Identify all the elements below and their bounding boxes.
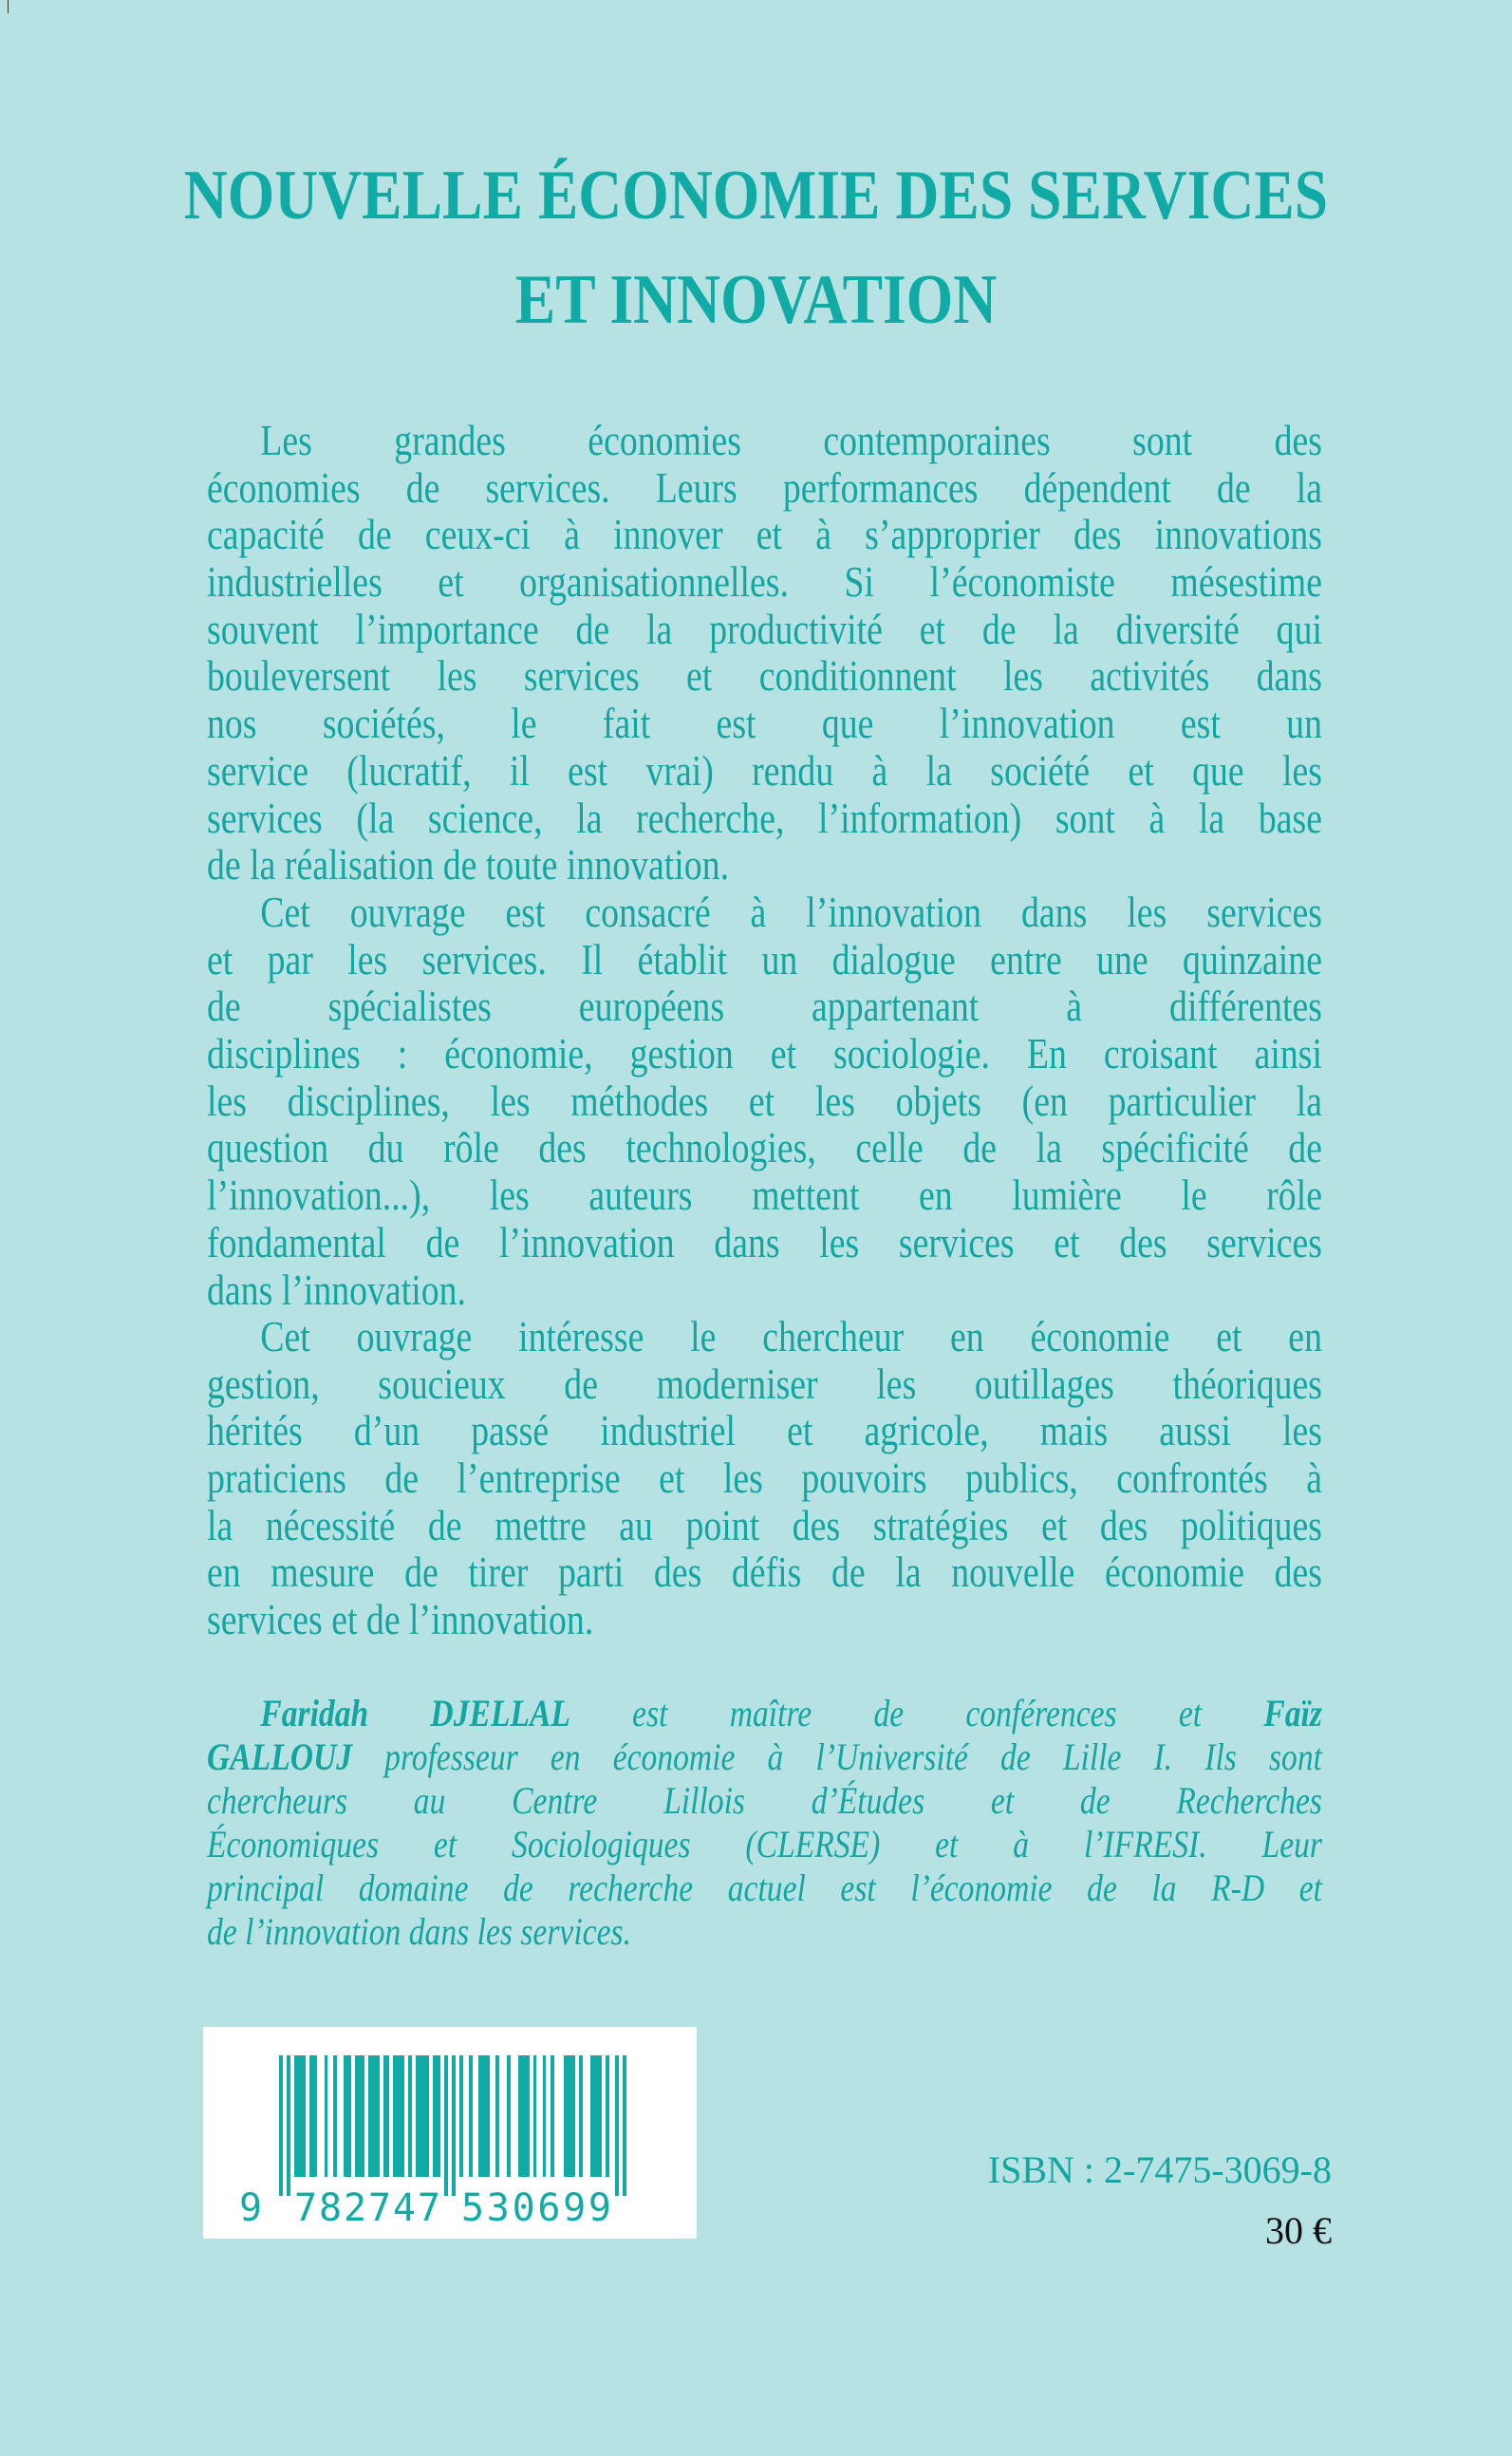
text-line: disciplines : économie, gestion et sociologie. En croisant ainsi	[207, 1030, 1322, 1078]
text-line: nos sociétés, le fait est que l’innovation est un	[207, 700, 1322, 748]
text-line: dans l’innovation.	[207, 1265, 466, 1314]
text-line: de spécialistes européens appartenant à différentes	[207, 983, 1322, 1031]
text-line: service (lucratif, il est vrai) rendu à la société et que les	[207, 746, 1322, 795]
text-line: l’innovation...), les auteurs mettent en lumière le rôle	[207, 1172, 1322, 1220]
crop-mark	[8, 0, 9, 13]
barcode-digits-group-1: 782747	[294, 2186, 440, 2230]
barcode-bars-icon	[203, 2027, 697, 2239]
book-title-line-1: NOUVELLE ÉCONOMIE DES SERVICES	[183, 157, 1329, 234]
bio-line: principal domaine de recherche actuel est l’économie de la R-D et	[207, 1866, 1322, 1909]
text-line: la nécessité de mettre au point des stratégies et des politiques	[207, 1501, 1322, 1549]
text-line: Cet ouvrage est consacré à l’innovation dans les services	[260, 889, 1322, 936]
isbn-label: ISBN : 2-7475-3069-8	[987, 2148, 1332, 2191]
blurb-paragraph-1	[207, 418, 1322, 890]
author-bio	[207, 1692, 1322, 1954]
text-line: Cet ouvrage intéresse le chercheur en économie et en	[260, 1313, 1322, 1360]
bio-line	[207, 1692, 1322, 1735]
bio-text: est maître de conférences et	[569, 1692, 1264, 1734]
barcode-lead-digit: 9	[239, 2186, 263, 2230]
text-line: hérités d’un passé industriel et agricole, mais aussi les	[207, 1407, 1322, 1455]
text-line: gestion, soucieux de moderniser les outillages théoriques	[207, 1359, 1322, 1408]
text-line: services et de l’innovation.	[207, 1596, 594, 1644]
price-label: 30 €	[1265, 2209, 1332, 2252]
text-line: services (la science, la recherche, l’information) sont à la base	[207, 794, 1322, 842]
text-line: bouleversent les services et conditionnent les activités dans	[207, 652, 1322, 701]
barcode-digits-group-2: 530699	[461, 2186, 611, 2230]
text-line: souvent l’importance de la productivité et de la diversité qui	[207, 605, 1322, 653]
text-line: et par les services. Il établit un dialogue entre une quinzaine	[207, 935, 1322, 984]
text-line: fondamental de l’innovation dans les services et des services	[207, 1218, 1322, 1266]
text-line: économies de services. Leurs performances dépendent de la	[207, 463, 1322, 512]
text-line: de la réalisation de toute innovation.	[207, 841, 730, 890]
bio-line: de l’innovation dans les services.	[207, 1910, 631, 1953]
bio-line: Économiques et Sociologiques (CLERSE) et à l’IFRESI. Leur	[207, 1823, 1322, 1865]
text-line: question du rôle des technologies, celle de la spécificité de	[207, 1124, 1322, 1172]
text-line: Les grandes économies contemporaines sont des	[260, 417, 1322, 464]
bio-text: professeur en économie à l’Université de Lille I. Ils sont	[352, 1735, 1322, 1778]
text-line: les disciplines, les méthodes et les objets (en particulier la	[207, 1077, 1322, 1125]
text-line: praticiens de l’entreprise et les pouvoirs publics, confrontés à	[207, 1454, 1322, 1503]
text-line: industrielles et organisationnelles. Si l’économiste mésestime	[207, 558, 1322, 607]
blurb-paragraph-3	[207, 1314, 1322, 1644]
book-title-line-2: ET INNOVATION	[514, 261, 998, 339]
author-name-1: Faridah DJELLAL	[260, 1692, 570, 1734]
text-line: en mesure de tirer parti des défis de la nouvelle économie des	[207, 1548, 1322, 1597]
text-line: capacité de ceux-ci à innover et à s’approprier des innovations	[207, 511, 1322, 559]
blurb-paragraph-2	[207, 890, 1322, 1314]
barcode	[203, 2027, 697, 2239]
bio-line: chercheurs au Centre Lillois d’Études et de Recherches	[207, 1779, 1322, 1822]
bio-line	[207, 1735, 1322, 1779]
author-name-2-last: GALLOUJ	[207, 1735, 353, 1778]
author-name-2-first: Faïz	[1263, 1692, 1322, 1734]
